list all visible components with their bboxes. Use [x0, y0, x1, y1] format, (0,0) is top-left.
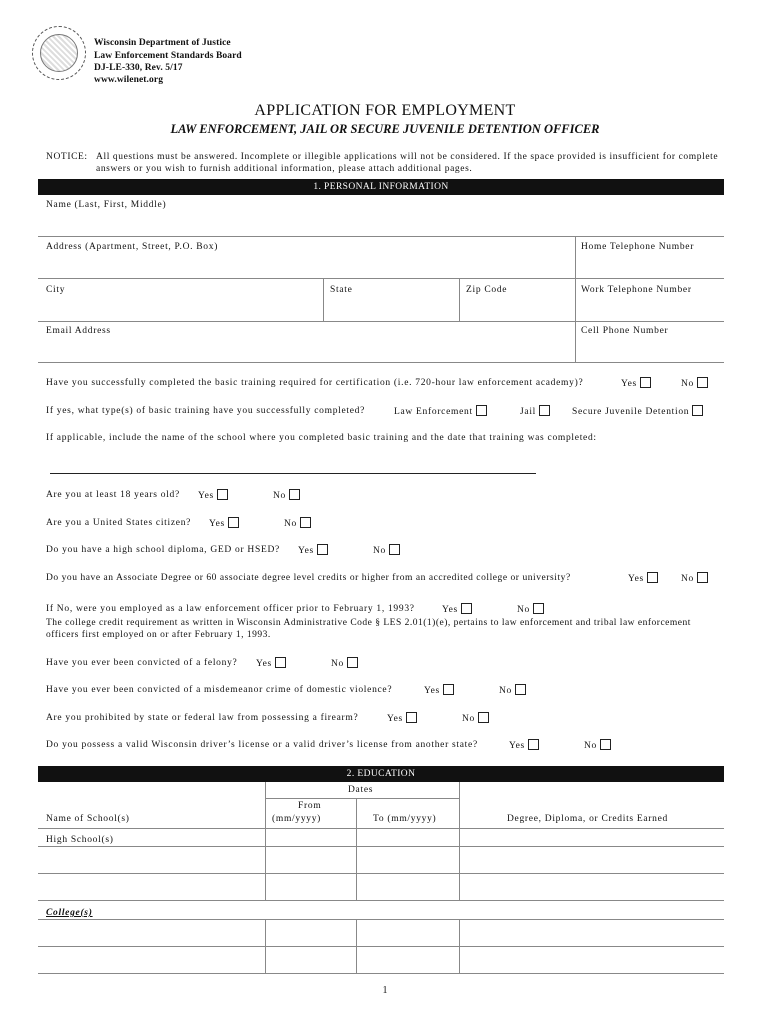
header-agency: Wisconsin Department of Justice: [94, 38, 231, 48]
section-education: 2. EDUCATION: [38, 766, 724, 782]
q-firearm-no[interactable]: [462, 712, 489, 724]
col-degree-label: Degree, Diploma, or Credits Earned: [507, 814, 668, 824]
divider: [265, 846, 266, 900]
no-label: No: [584, 741, 598, 751]
zip-label: Zip Code: [466, 285, 508, 295]
q-misdemeanor-no[interactable]: [499, 684, 526, 696]
q-license-no[interactable]: [584, 739, 611, 751]
col-to-label: To (mm/yyyy): [373, 814, 437, 824]
divider: [38, 828, 724, 829]
checkbox-icon[interactable]: [539, 405, 550, 416]
work-phone-label: Work Telephone Number: [581, 285, 692, 295]
q-felony-yes[interactable]: [256, 657, 286, 669]
divider: [459, 782, 460, 846]
no-label: No: [462, 714, 476, 724]
divider: [265, 919, 266, 973]
college-row-1[interactable]: [38, 920, 724, 946]
college-row-2[interactable]: [38, 947, 724, 973]
checkbox-icon[interactable]: [317, 544, 328, 555]
college-label: College(s): [46, 908, 93, 918]
q-citizen-yes[interactable]: [209, 517, 239, 529]
q-prior-1993-no[interactable]: [517, 603, 544, 615]
no-label: No: [681, 379, 695, 389]
credit-note: The college credit requirement as written in Wisconsin Administrative Code § LES 2.01(1)(e), pertains to law enforcement and tribal law enforcement officers first employed on or after February 1, 1993.: [46, 618, 691, 640]
state-seal-icon: [32, 26, 86, 80]
state-label: State: [330, 285, 353, 295]
high-school-row-1[interactable]: [38, 847, 724, 873]
checkbox-icon[interactable]: [528, 739, 539, 750]
juvenile-label: Secure Juvenile Detention: [572, 407, 690, 417]
divider: [38, 362, 724, 363]
q-felony-no[interactable]: [331, 657, 358, 669]
divider: [38, 321, 724, 322]
zip-field[interactable]: [460, 297, 574, 321]
divider: [459, 919, 460, 973]
checkbox-icon[interactable]: [217, 489, 228, 500]
q-firearm-yes[interactable]: [387, 712, 417, 724]
no-label: No: [331, 659, 345, 669]
divider: [38, 900, 724, 901]
divider: [266, 798, 459, 799]
notice-text: All questions must be answered. Incomplete or illegible applications will not be considered. If the space provided is insufficient for complete answers or you wish to furnish additional information, please attach additional pages.: [96, 152, 719, 174]
yes-label: Yes: [621, 379, 637, 389]
divider: [575, 236, 576, 362]
divider: [459, 278, 460, 321]
col-from-format: (mm/yyyy): [272, 814, 322, 824]
q-prior-1993: If No, were you employed as a law enforcement officer prior to February 1, 1993?: [46, 604, 415, 614]
q-training-type: If yes, what type(s) of basic training have you successfully completed?: [46, 406, 366, 416]
training-law-enforcement[interactable]: [394, 405, 487, 417]
checkbox-icon[interactable]: [347, 657, 358, 668]
yes-label: Yes: [509, 741, 525, 751]
yes-label: Yes: [628, 574, 644, 584]
q-license-yes[interactable]: [509, 739, 539, 751]
high-school-label: High School(s): [46, 835, 114, 845]
work-phone-field[interactable]: [576, 297, 724, 321]
checkbox-icon[interactable]: [515, 684, 526, 695]
checkbox-icon[interactable]: [697, 377, 708, 388]
checkbox-icon[interactable]: [289, 489, 300, 500]
checkbox-icon[interactable]: [647, 572, 658, 583]
divider: [38, 278, 724, 279]
form-title: APPLICATION FOR EMPLOYMENT: [254, 102, 516, 119]
checkbox-icon[interactable]: [406, 712, 417, 723]
q-misdemeanor: Have you ever been convicted of a misdemeanor crime of domestic violence?: [46, 685, 393, 695]
divider: [356, 846, 357, 900]
q-misdemeanor-yes[interactable]: [424, 684, 454, 696]
q-associate-no[interactable]: [681, 572, 708, 584]
col-from-label: From: [298, 801, 322, 811]
yes-label: Yes: [387, 714, 403, 724]
address-label: Address (Apartment, Street, P.O. Box): [46, 242, 219, 252]
q-citizen-no[interactable]: [284, 517, 311, 529]
checkbox-icon[interactable]: [228, 517, 239, 528]
training-jail[interactable]: [520, 405, 550, 417]
training-juvenile[interactable]: [572, 405, 703, 417]
no-label: No: [373, 546, 387, 556]
address-field[interactable]: [38, 254, 574, 278]
q-diploma-no[interactable]: [373, 544, 400, 556]
q-prior-1993-yes[interactable]: [442, 603, 472, 615]
divider: [356, 919, 357, 973]
divider: [38, 236, 724, 237]
divider: [356, 798, 357, 846]
q-age-18-no[interactable]: [273, 489, 300, 501]
high-school-row-2[interactable]: [38, 874, 724, 900]
yes-label: Yes: [256, 659, 272, 669]
q-age-18-yes[interactable]: [198, 489, 228, 501]
yes-label: Yes: [298, 546, 314, 556]
no-label: No: [284, 519, 298, 529]
checkbox-icon[interactable]: [443, 684, 454, 695]
cell-phone-field[interactable]: [576, 338, 724, 362]
page-number: 1: [382, 985, 388, 996]
jail-label: Jail: [520, 407, 536, 417]
home-phone-field[interactable]: [576, 254, 724, 278]
dates-label: Dates: [348, 785, 374, 795]
school-name-field[interactable]: [50, 458, 536, 472]
q-associate-yes[interactable]: [628, 572, 658, 584]
name-field[interactable]: [38, 212, 724, 236]
yes-label: Yes: [198, 491, 214, 501]
checkbox-icon[interactable]: [640, 377, 651, 388]
q-school-name: If applicable, include the name of the school where you completed basic training and the date that training was completed:: [46, 433, 597, 443]
checkbox-icon[interactable]: [461, 603, 472, 614]
q-age-18: Are you at least 18 years old?: [46, 490, 180, 500]
email-field[interactable]: [38, 338, 574, 362]
cell-phone-label: Cell Phone Number: [581, 326, 669, 336]
divider: [265, 782, 266, 846]
notice-label: NOTICE:: [46, 152, 88, 162]
name-label: Name (Last, First, Middle): [46, 200, 167, 210]
law-enforcement-label: Law Enforcement: [394, 407, 473, 417]
yes-label: Yes: [442, 605, 458, 615]
q-license: Do you possess a valid Wisconsin driver’s license or a valid driver’s license from another state?: [46, 740, 478, 750]
home-phone-label: Home Telephone Number: [581, 242, 695, 252]
checkbox-icon[interactable]: [697, 572, 708, 583]
no-label: No: [273, 491, 287, 501]
checkbox-icon[interactable]: [692, 405, 703, 416]
header-board: Law Enforcement Standards Board: [94, 51, 242, 61]
q-diploma-yes[interactable]: [298, 544, 328, 556]
no-label: No: [681, 574, 695, 584]
divider: [38, 973, 724, 974]
yes-label: Yes: [424, 686, 440, 696]
section-personal-information: 1. PERSONAL INFORMATION: [38, 179, 724, 195]
city-field[interactable]: [38, 297, 322, 321]
checkbox-icon[interactable]: [275, 657, 286, 668]
checkbox-icon[interactable]: [533, 603, 544, 614]
city-label: City: [46, 285, 66, 295]
email-label: Email Address: [46, 326, 111, 336]
checkbox-icon[interactable]: [600, 739, 611, 750]
divider: [323, 278, 324, 321]
school-name-underline: [50, 473, 536, 474]
q-associate: Do you have an Associate Degree or 60 associate degree level credits or higher from an accredited college or university?: [46, 573, 571, 583]
q-citizen: Are you a United States citizen?: [46, 518, 192, 528]
no-label: No: [517, 605, 531, 615]
state-field[interactable]: [324, 297, 458, 321]
q-felony: Have you ever been convicted of a felony?: [46, 658, 238, 668]
checkbox-icon[interactable]: [476, 405, 487, 416]
yes-label: Yes: [209, 519, 225, 529]
q-basic-training-no[interactable]: [681, 377, 708, 389]
form-subtitle: LAW ENFORCEMENT, JAIL OR SECURE JUVENILE DETENTION OFFICER: [170, 122, 600, 136]
q-basic-training: Have you successfully completed the basic training required for certification (i.e. 720-hour law enforcement academy)?: [46, 378, 584, 388]
q-basic-training-yes[interactable]: [621, 377, 651, 389]
header-website: www.wilenet.org: [94, 75, 164, 85]
no-label: No: [499, 686, 513, 696]
checkbox-icon[interactable]: [300, 517, 311, 528]
q-firearm: Are you prohibited by state or federal law from possessing a firearm?: [46, 713, 359, 723]
checkbox-icon[interactable]: [478, 712, 489, 723]
checkbox-icon[interactable]: [389, 544, 400, 555]
header-form-id: DJ-LE-330, Rev. 5/17: [94, 63, 183, 73]
q-diploma: Do you have a high school diploma, GED or HSED?: [46, 545, 280, 555]
divider: [459, 846, 460, 900]
col-school-label: Name of School(s): [46, 814, 130, 824]
